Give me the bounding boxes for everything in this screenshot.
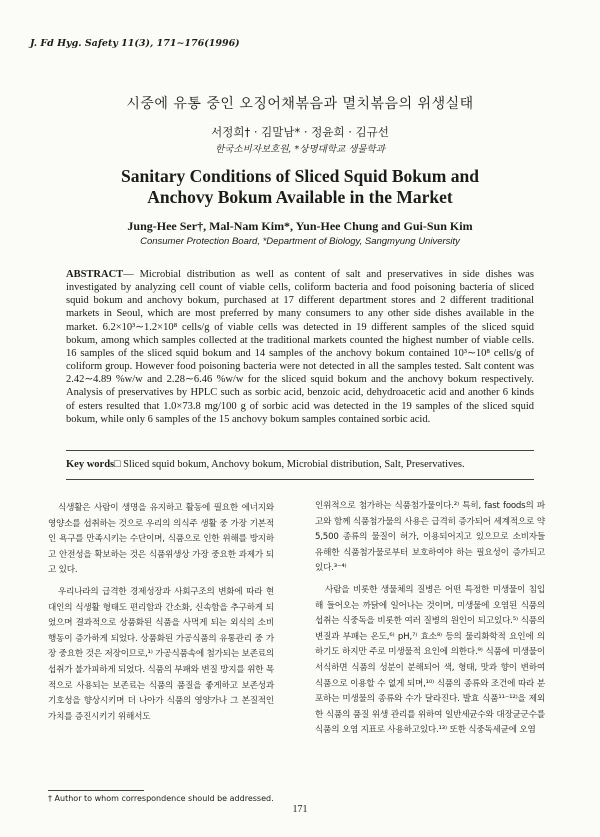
paragraph: 사람을 비롯한 생물체의 질병은 어떤 특정한 미생물이 침입해 들어오는 까닭에 일어나는 것이며, 미생물에 오염된 식품의 섭취는 식중독을 비롯한 여러 질병의 원인이 되고있다.⁵⁾ 식품의 변질과 부패는 온도,⁶⁾ pH,⁷⁾ 효소⁸⁾ 등의 물리화학적 요인에 의하기도 하지만 주로 미생물적 요인에 의한다.⁹⁾ 식품에 미생물이 서식하면 식품의 성분이 분해되어 색, 형태, 맛과 향이 변하여 식품으로 이용할 수 없게 되며,¹⁰⁾ 식품의 종류와 조건에 따라 분포하는 미생물의 종류와 수가 달라진다. 발효 식품¹¹⁻¹²⁾을 제외한 식품의 품질 위생 관리를 위하여 일반세균수와 대장균군수를 식품의 오염 지표로 사용하고있다.¹³⁾ 또한 식중독세균에 오염 [315, 584, 545, 736]
title-korean: 시중에 유통 중인 오징어채볶음과 멸치볶음의 위생실태 [126, 96, 474, 112]
body-column-right [315, 499, 545, 739]
divider-bottom [66, 479, 534, 480]
title-english-line2: Anchovy Bokum Available in the Market [147, 187, 453, 207]
keywords [66, 459, 534, 470]
authors-korean: 서정희† · 김말남* · 정윤희 · 김규선 [211, 125, 389, 139]
page-number: 171 [292, 804, 308, 815]
abstract-heading: ABSTRACT [66, 269, 124, 280]
paragraph: 우리나라의 급격한 경제성장과 사회구조의 변화에 따라 현대인의 식생활 형태도 편리함과 간소화, 신속함을 추구하게 되었으며 결과적으로 상품화된 식품을 사먹게 되는 외식의 소비행동이 증가하게 되었다. 상품화된 가공식품의 유통관리 중 가장 중요한 것은 저장이므로,¹⁾ 가공식품속에 첨가되는 보존료의 섭취가 불가피하게 되었다. 식품의 부패와 변질 방지를 위한 목적으로 사용되는 보존료는 식품의 품질을 좋게하고 보존성과 기호성을 향상시키며 더 나아가 식품의 영양가나 그 본질적인 가치를 증진시키기 위해서도 [48, 586, 274, 722]
abstract [66, 268, 534, 426]
footnote: † Author to whom correspondence should be addressed. [48, 794, 274, 803]
footnote-rule [48, 790, 144, 791]
paragraph: 인위적으로 첨가하는 식품첨가물이다.²⁾ 특히, fast foods의 파고와 함께 식품첨가물의 사용은 급격히 증가되어 세계적으로 약 5,500 종류의 물질이 허가, 이용되어지고 있으므로 소비자들 유해한 식품첨가물로부터 보호하여야 하는 필요성이 증가되고 있다.³⁻⁴⁾ [315, 501, 545, 574]
affiliations-english: Consumer Protection Board, *Department of Biology, Sangmyung University [140, 236, 460, 247]
abstract-body: — Microbial distribution as well as content of salt and preservatives in side dishes was investigated by analyzing cell count of viable cells, coliform bacteria and food poisoning bacteria of sliced squid bokum and anchovy bokum, purchased at 17 different department stores and 2 different traditional markets in Seoul, which are most preferred by many consumers to any other side dishes available in the market. 6.2×10³∼1.2×10⁸ cells/g of viable cells was detected in 19 different samples of the sliced squid bokum, among which samples collected at the traditional markets counted the highest number of viable cells. 16 samples of the sliced squid bokum and 14 samples of the anchovy bokum contained 10³∼10⁸ cells/g of coliform group. However food poisoning bacteria were not detected in all the samples tested. Salt content was 2.42∼4.89 %w/w and 2.28∼6.46 %w/w for the sliced squid bokum and the anchovy bokum respectively. Analysis of preservatives by HPLC such as sorbic acid, benzoic acid, dehydroacetic acid and another 6 kinds of esters resulted that 1.0×73.8 mg/100 g of sorbic acid was detected in the 19 samples of the sliced squid bokum, while only 6 samples of the 15 anchovy bokum samples contained sorbic acid. [66, 269, 534, 425]
title-english-line1: Sanitary Conditions of Sliced Squid Bokum and [121, 166, 479, 186]
body-column-left [48, 501, 274, 725]
authors-english: Jung-Hee Ser†, Mal-Nam Kim*, Yun-Hee Chung and Gui-Sun Kim [127, 219, 473, 233]
journal-citation: J. Fd Hyg. Safety 11(3), 171∼176(1996) [30, 38, 240, 49]
keywords-list: □ Sliced squid bokum, Anchovy bokum, Microbial distribution, Salt, Preservatives. [114, 459, 465, 470]
title-english [0, 166, 600, 208]
keywords-label: Key words [66, 459, 115, 470]
paragraph: 식생활은 사람이 생명을 유지하고 활동에 필요한 에너지와 영양소를 섭취하는 것으로 우리의 의식주 생활 중 가장 기본적인 욕구를 만족시키는 수단이며, 식품으로 인한 위해를 방지하고 안전성을 확보하는 것은 식품위생상 가장 중요한 과제가 되고 있다. [48, 503, 274, 576]
divider-top [66, 450, 534, 451]
affiliations-korean: 한국소비자보호원, *상명대학교 생물학과 [215, 144, 385, 155]
